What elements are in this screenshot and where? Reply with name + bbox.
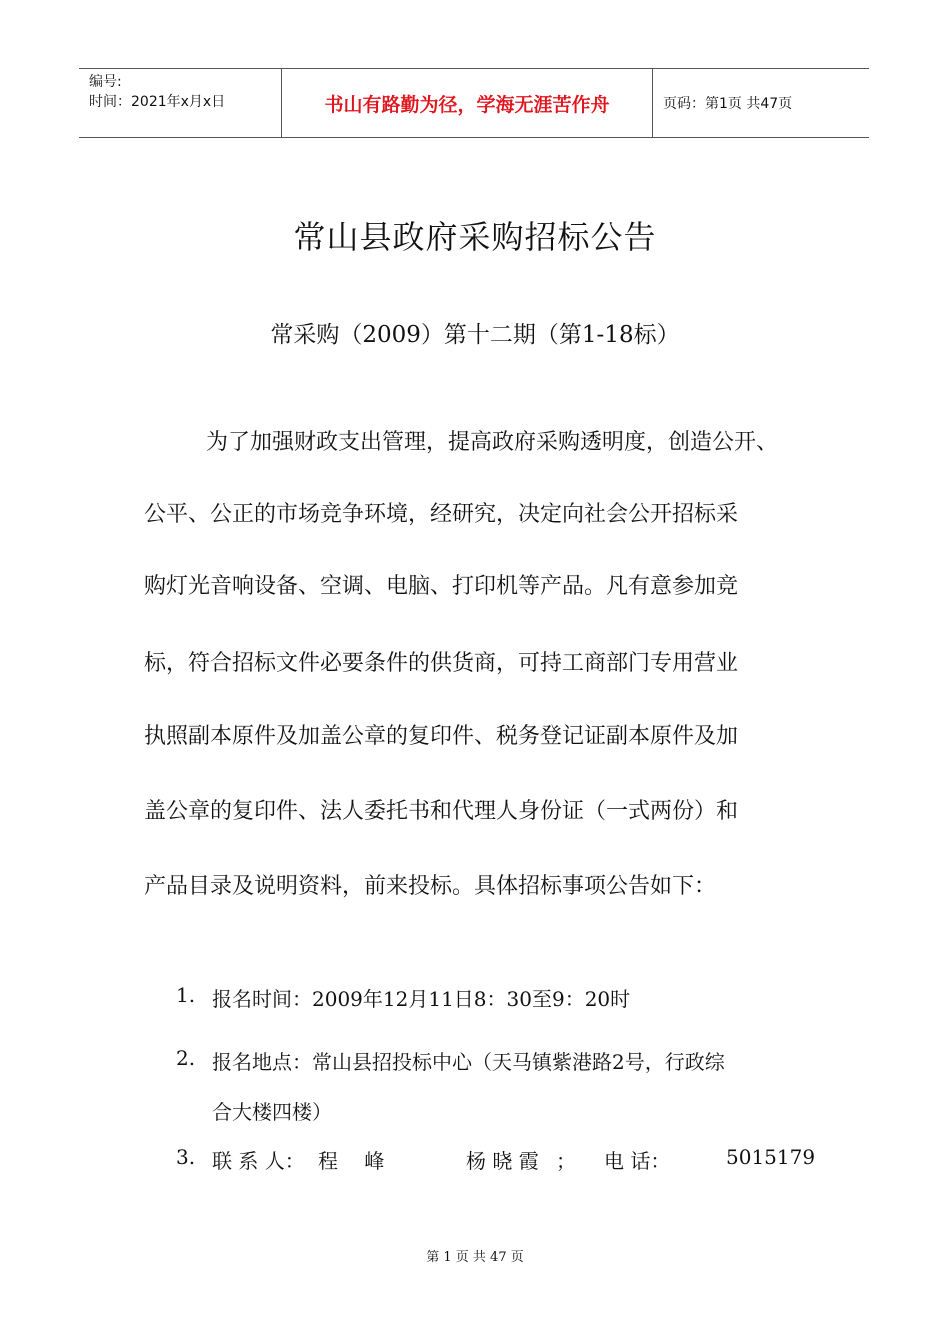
body-line: 盖公章的复印件、法人委托书和代理人身份证（一式两份）和 bbox=[144, 799, 739, 824]
page-header bbox=[79, 68, 869, 138]
list-item-text: 合大楼四楼） bbox=[212, 1100, 332, 1124]
header-meta bbox=[79, 69, 281, 137]
body-line: 公平、公正的市场竞争环境，经研究，决定向社会公开招标采 bbox=[144, 502, 739, 527]
contact-person-1: 程 峰 bbox=[318, 1149, 385, 1173]
list-item-number: 2. bbox=[176, 1046, 196, 1070]
list-item-number: 1. bbox=[176, 983, 196, 1007]
body-line: 购灯光音响设备、空调、电脑、打印机等产品。凡有意参加竞 bbox=[144, 574, 739, 599]
list-item-text: 报名地点：常山县招投标中心（天马镇紫港路2号，行政综 bbox=[212, 1050, 725, 1074]
document-title: 常山县政府采购招标公告 bbox=[293, 218, 657, 256]
body-line: 产品目录及说明资料，前来投标。具体招标事项公告如下： bbox=[144, 874, 717, 899]
document-number-label: 编号: bbox=[89, 74, 122, 90]
list-item-text: 报名时间：2009年12月11日8：30至9：20时 bbox=[212, 987, 631, 1011]
body-line: 为了加强财政支出管理，提高政府采购透明度，创造公开、 bbox=[206, 430, 779, 455]
header-motto: 书山有路勤为径，学海无涯苦作舟 bbox=[281, 69, 653, 137]
document-subtitle: 常采购（2009）第十二期（第1-18标） bbox=[270, 322, 680, 348]
body-line: 执照副本原件及加盖公章的复印件、税务登记证副本原件及加 bbox=[144, 724, 739, 749]
contact-separator: ； bbox=[556, 1149, 576, 1173]
page-footer: 第 1 页 共 47 页 bbox=[426, 1250, 524, 1265]
list-item-number: 3. bbox=[176, 1145, 196, 1169]
contact-person-2: 杨 晓 霞 bbox=[466, 1149, 539, 1173]
phone-label: 电 话： bbox=[604, 1149, 671, 1173]
header-page-info: 页码：第1页 共47页 bbox=[663, 96, 793, 112]
phone-number: 5015179 bbox=[726, 1145, 816, 1169]
body-line: 标，符合招标文件必要条件的供货商，可持工商部门专用营业 bbox=[144, 651, 739, 676]
contact-label: 联 系 人： bbox=[212, 1149, 305, 1173]
document-time: 时间：2021年x月x日 bbox=[89, 94, 226, 110]
